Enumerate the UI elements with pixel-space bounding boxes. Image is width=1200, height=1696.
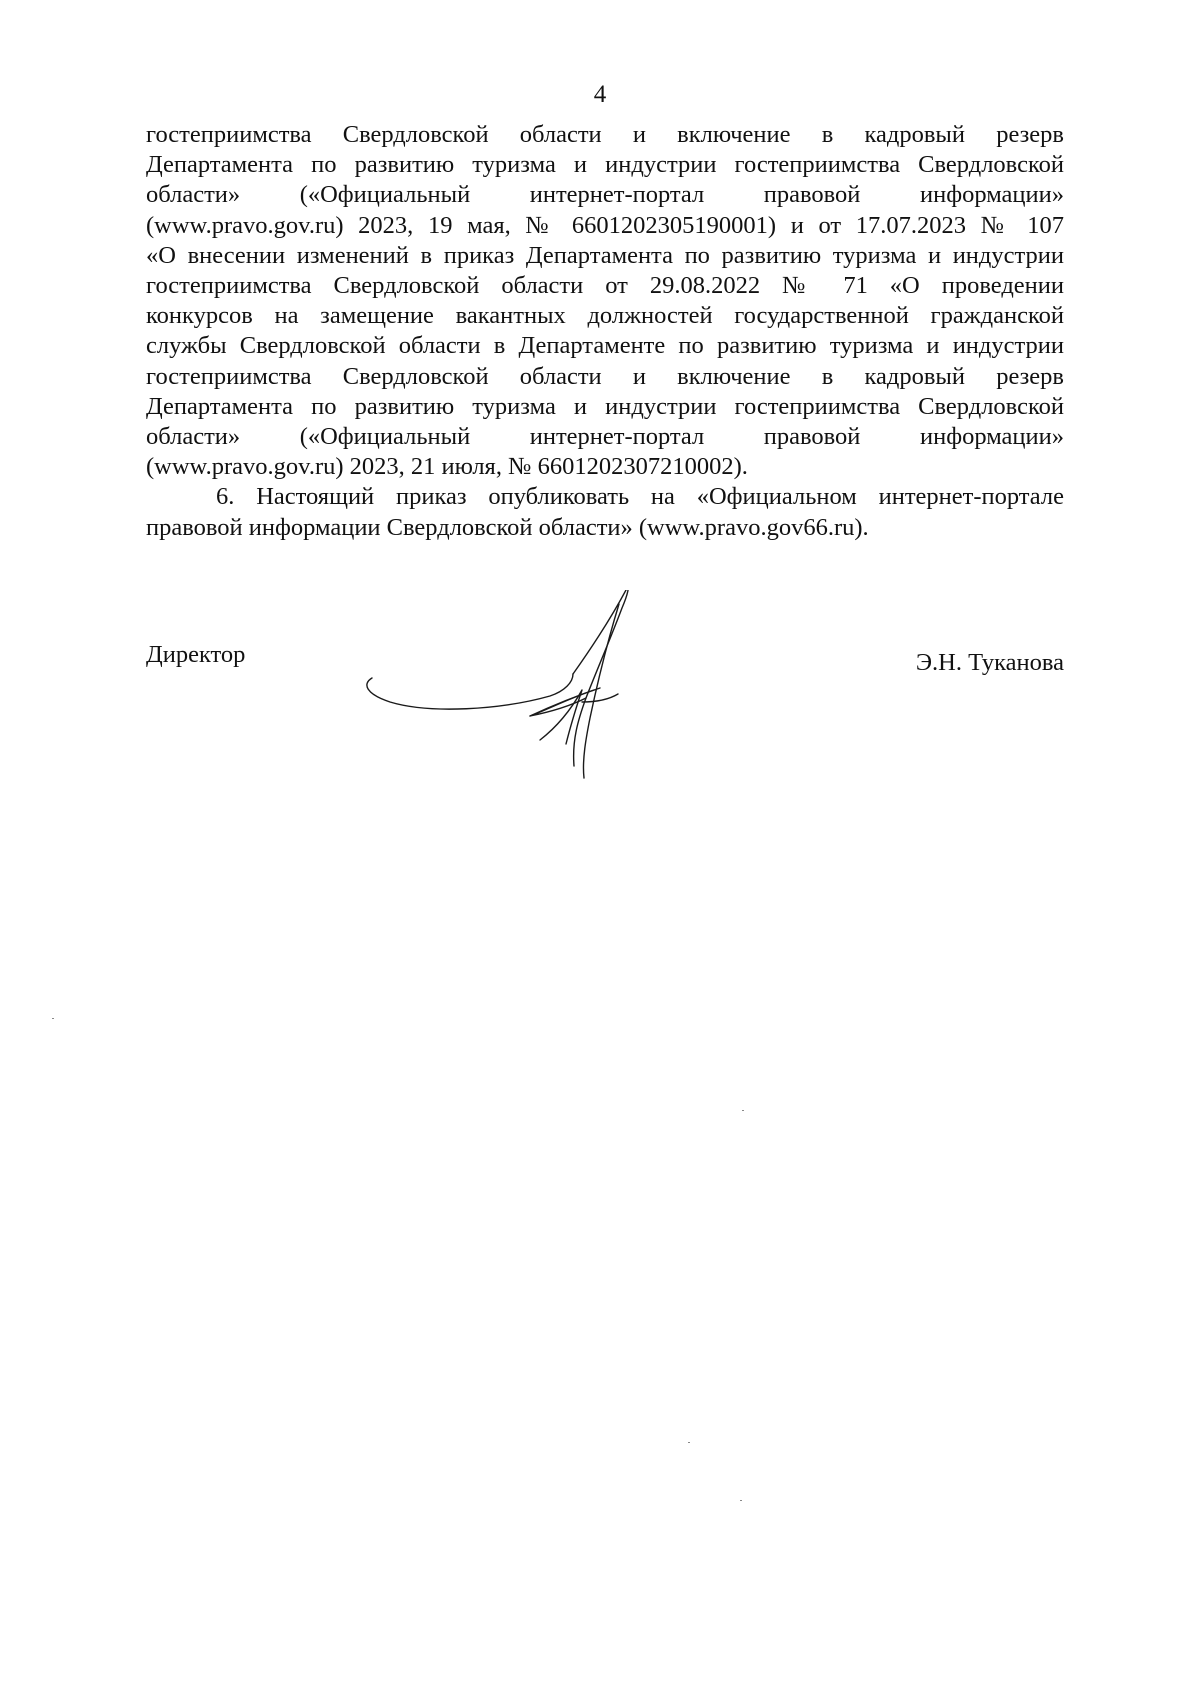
document-body: [146, 120, 1064, 543]
text-line: «О внесении изменений в приказ Департамента по развитию туризма и индустрии: [146, 241, 1064, 269]
scan-speck: [688, 1442, 690, 1443]
director-name: Э.Н. Туканова: [915, 649, 1064, 676]
text-line: 6. Настоящий приказ опубликовать на «Официальном интернет-портале: [216, 483, 1064, 511]
text-line: гостеприимства Свердловской области и включение в кадровый резерв: [146, 121, 1064, 148]
paragraph-5-continued: [146, 120, 1064, 482]
text-line: гостеприимства Свердловской области от 29.08.2022 № 71 «О проведении: [146, 272, 1064, 300]
scan-speck: [52, 1018, 54, 1019]
text-line: Департамента по развитию туризма и индустрии гостеприимства Свердловской: [146, 151, 1064, 179]
text-line: правовой информации Свердловской области» (www.pravo.gov66.ru).: [146, 513, 869, 541]
text-line: (www.pravo.gov.ru) 2023, 21 июля, № 6601202307210002).: [146, 453, 748, 481]
text-line: области» («Официальный интернет-портал правовой информации»: [146, 423, 1064, 451]
director-title: Директор: [146, 641, 246, 668]
text-line: (www.pravo.gov.ru) 2023, 19 мая, № 6601202305190001) и от 17.07.2023 № 107: [146, 211, 1064, 239]
handwritten-signature: [360, 590, 680, 790]
scan-speck: [742, 1110, 744, 1111]
text-line: конкурсов на замещение вакантных должностей государственной гражданской: [146, 302, 1064, 330]
paragraph-6: [146, 482, 1064, 542]
text-line: службы Свердловской области в Департаменте по развитию туризма и индустрии: [146, 332, 1064, 360]
text-line: Департамента по развитию туризма и индустрии гостеприимства Свердловской: [146, 392, 1064, 420]
page-number: 4: [593, 81, 607, 108]
text-line: области» («Официальный интернет-портал правовой информации»: [146, 181, 1064, 209]
scan-speck: [740, 1500, 742, 1501]
text-line: гостеприимства Свердловской области и включение в кадровый резерв: [146, 362, 1064, 390]
